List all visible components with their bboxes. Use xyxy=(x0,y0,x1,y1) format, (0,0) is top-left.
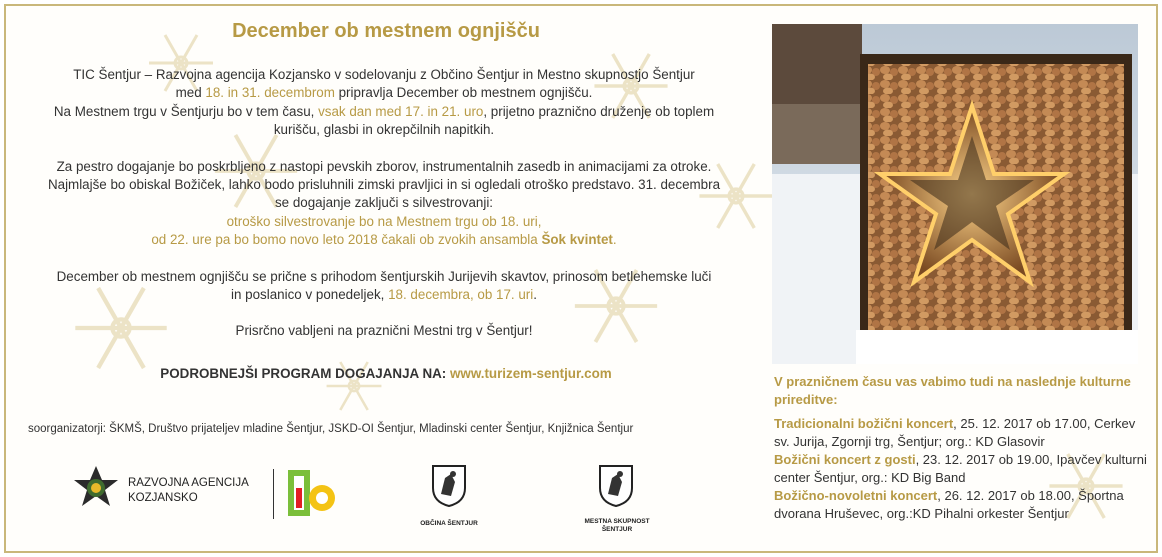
date-range: 18. in 31. decembrom xyxy=(205,85,335,101)
logo-divider xyxy=(273,469,274,519)
intro-line: med xyxy=(175,85,206,101)
intro-line: , prijetno praznično druženje ob toplem xyxy=(483,103,715,119)
intro-paragraph-3 xyxy=(24,268,744,305)
opening-date: 18. decembra, ob 17. uri xyxy=(388,287,534,303)
intro-text xyxy=(24,66,744,359)
events-heading: V prazničnem času vas vabimo tudi na naslednje kulturne prireditve: xyxy=(774,374,1131,407)
ms-line1: MESTNA SKUPNOST xyxy=(584,518,650,525)
intro-paragraph-4: Prisrčno vabljeni na praznični Mestni trg v Šentjur! xyxy=(235,323,533,339)
program-label: PODROBNEJŠI PROGRAM DOGAJANJA NA: xyxy=(160,366,447,381)
tic-logo-icon xyxy=(286,468,338,518)
event-item xyxy=(774,487,1154,523)
obcina-crest-icon xyxy=(431,464,467,508)
intro-paragraph-2 xyxy=(24,158,744,250)
new-year-line: od 22. ure pa bo bomo novo leto 2018 čakali ob zvokih ansambla xyxy=(151,232,542,248)
intro-line: Na Mestnem trgu v Šentjurju bo v tem času, xyxy=(53,103,319,119)
event-details: , 23. 12. 2017 ob 19.00, Ipavčev kulturni center Šentjur, org.: KD Big Band xyxy=(774,452,1147,485)
page-title: December ob mestnem ognjišču xyxy=(232,20,540,42)
program-link[interactable]: www.turizem-sentjur.com xyxy=(449,366,612,381)
event-details: , 26. 12. 2017 ob 18.00, Športna dvorana Hruševec, org.:KD Pihalni orkester Šentjur xyxy=(774,488,1124,521)
rak-line2: KOZJANSKO xyxy=(128,492,198,504)
event-item xyxy=(774,451,1154,487)
kids-new-year-line: otroško silvestrovanje bo na Mestnem trgu ob 18. uri, xyxy=(226,213,542,229)
event-title: Božični koncert z gosti xyxy=(774,452,916,467)
mestna-skupnost-label xyxy=(574,518,660,534)
intro-line: in poslanico v ponedeljek, xyxy=(231,287,389,303)
daily-hours: vsak dan med 17. in 21. uro xyxy=(318,103,484,119)
cultural-events xyxy=(774,373,1154,523)
intro-line: kurišču, glasbi in okrepčilnih napitkih. xyxy=(273,122,495,138)
intro-line: December ob mestnem ognjišču se prične s prihodom šentjurskih Jurijevih skavtov, prinosom betlehemske luči xyxy=(56,268,712,284)
intro-line: TIC Šentjur – Razvojna agencija Kozjansko v sodelovanju z Občino Šentjur in Mestno skupnostjo Šentjur xyxy=(73,67,695,82)
invitation-card xyxy=(4,4,1158,553)
co-organizers: soorganizatorji: ŠKMŠ, Društvo prijateljev mladine Šentjur, JSKD-OI Šentjur, Mladinski center Šentjur, Knjižnica Šentjur xyxy=(28,423,634,435)
intro-line: se dogajanje zaključi s silvestrovanji: xyxy=(274,195,494,211)
intro-line: Najmlajše bo obiskal Božiček, lahko bodo prisluhnili zimski pravljici in si ogledali otroško predstavo. 31. decembra xyxy=(47,177,721,193)
event-title: Tradicionalni božični koncert xyxy=(774,416,954,431)
event-item xyxy=(774,415,1154,451)
intro-line: Za pestro dogajanje bo poskrbljeno z nastopi pevskih zborov, instrumentalnih zasedb in animacijami za otroke. xyxy=(56,158,712,174)
snowflake-icon xyxy=(324,356,384,416)
intro-paragraph-1 xyxy=(24,66,744,140)
program-line xyxy=(6,366,766,381)
new-year-line-end: . xyxy=(612,232,617,248)
rak-line1: RAZVOJNA AGENCIJA xyxy=(128,477,249,489)
woodpile-star-photo xyxy=(772,24,1138,364)
event-title: Božično-novoletni koncert xyxy=(774,488,938,503)
band-name: Šok kvintet xyxy=(541,232,613,248)
intro-line: . xyxy=(533,287,537,303)
rak-logo-text xyxy=(128,476,249,506)
ms-line2: ŠENTJUR xyxy=(601,526,633,533)
intro-line: pripravlja December ob mestnem ognjišču. xyxy=(334,85,593,101)
event-details: , 25. 12. 2017 ob 17.00, Cerkev sv. Jurija, Zgornji trg, Šentjur; org.: KD Glasovir xyxy=(774,416,1136,449)
mestna-skupnost-crest-icon xyxy=(598,464,634,508)
obcina-label: OBČINA ŠENTJUR xyxy=(420,520,478,527)
rak-logo-icon xyxy=(72,464,120,516)
